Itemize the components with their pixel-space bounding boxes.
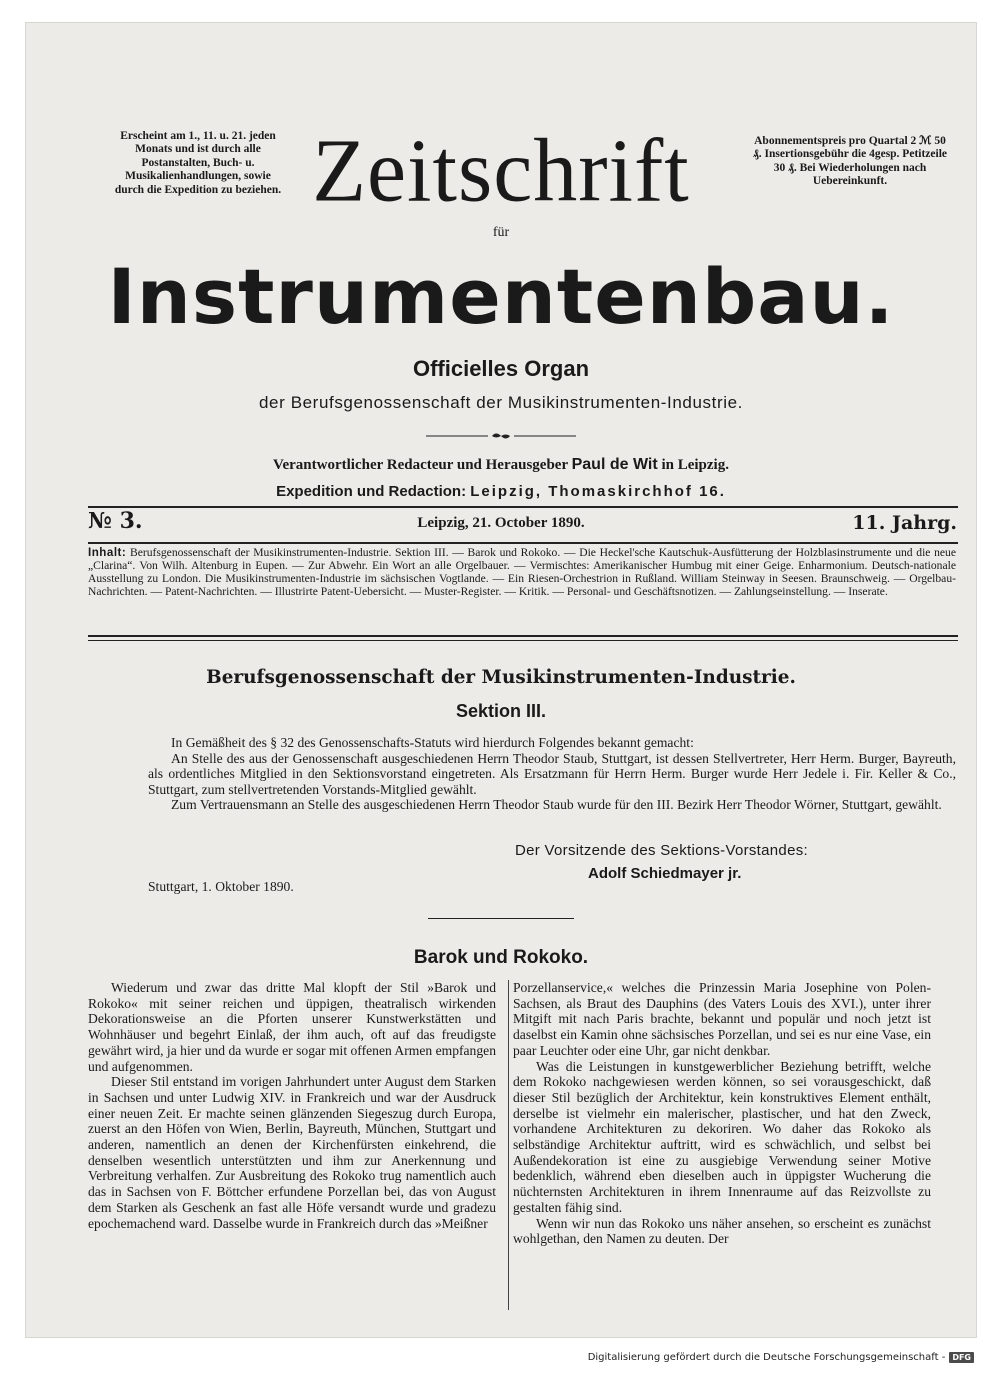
- article-right-paragraph-3: Wenn wir nun das Rokoko uns näher ansehen, so erscheint es zunächst wohlgethan, den Namen zu deuten. Der: [513, 1215, 931, 1247]
- section-divider: [428, 918, 574, 919]
- masthead-title-top: Zeitschrift: [312, 122, 690, 221]
- masthead-title-main: Instrumentenbau.: [107, 252, 895, 341]
- dfg-logo: DFG: [949, 1352, 974, 1363]
- article-heading: Barok und Rokoko.: [413, 947, 589, 968]
- newspaper-page: [25, 22, 977, 1338]
- expedition-pre: Expedition und Redaction:: [276, 483, 467, 500]
- table-of-contents: [88, 546, 956, 598]
- rule-top: [88, 506, 958, 508]
- contents-text: Berufsgenossenschaft der Musikinstrumenten-Industrie. Sektion III. — Barok und Rokoko. — Die Heckel'sche Kautschuk-Ausfütterung der Holzblasinstrumente und die neue „Clarina“. Von Wilh. Altenburg in Eupen. — Zur Abwehr. Ein Wort an alle Orgelbauer. — Vermischtes: Amerikanischer Humbug mit einer Geige. Enharmonium. Deutsch-nationale Ausstellung zu London. Die Musikinstrumenten-Industrie im sächsischen Vogtlande. — Ein Riesen-Orchestrion in Rußland. William Steinway in Seesen. Braunschweig. — Orgelbau-Nachrichten. — Patent-Nachrichten. — Illustrirte Patent-Uebersicht. — Muster-Register. — Kritik. — Personal- und Geschäftsnotizen. — Zahlungseinstellung. — Inserate.: [88, 546, 956, 598]
- expedition-line: [25, 483, 977, 500]
- article-left-paragraph-2: Dieser Stil entstand im vorigen Jahrhundert unter August dem Starken in Sachsen und unter Ludwig XIV. in Frankreich und war der Ausdruck einer neuen Zeit. Er machte seinen glänzenden Siegeszug durch Europa, zuerst an den Höfen von Wien, Berlin, Bayreuth, München, Stuttgart und anderen, namentlich an denen der Kirchenfürsten einkehrend, die denselben wesentlich unterstützten und ihm zur Anerkennung und Verbreitung verhalfen. Zur Ausbreitung des Rokoko trug namentlich auch das in Sachsen von F. Böttcher erfundene Porzellan bei, das von August dem Starken als Geschenk an fast alle Höfe versandt wurde und gradezu epochemachend ward. Dasselbe wurde in Frankreich durch das »Meißner: [88, 1074, 496, 1231]
- credit-text: Digitalisierung gefördert durch die Deutsche Forschungsgemeinschaft -: [587, 1352, 946, 1363]
- notice-body: [148, 735, 956, 813]
- signature-title: Der Vorsitzende des Sektions-Vorstandes:: [515, 842, 808, 859]
- organ-subheading: der Berufsgenossenschaft der Musikinstrumenten-Industrie.: [259, 393, 743, 412]
- digitization-credit: [588, 1352, 974, 1363]
- article-right-paragraph-2: Was die Leistungen in kunstgewerblicher Beziehung betrifft, welche dem Rokoko nachgewiesen werden können, so sei vorausgeschickt, daß dieser Stil bezüglich der Architektur, kein konstruktives Element enthält, derselbe ist vielmehr ein malerischer, plastischer, und hat den Zweck, vorhandene Architekturen zu dekoriren. Wo daher das Rokoko als selbständige Architektur auftritt, wird es schwächlich, und selbst bei Außendekoration ist eine zu ausgiebige Verwendung seiner Motive bedenklich, während eben dieselben auch in üppigster Wucherung die nüchternsten Architekturen in ihrem Innenraume auf das Reizvollste zu gestalten fähig sind.: [513, 1058, 931, 1215]
- article-column-right: [513, 980, 931, 1247]
- ornament-divider: [426, 430, 576, 442]
- article-right-paragraph-1: Porzellanservice,« welches die Prinzessin Maria Josephine von Polen-Sachsen, als Braut des Dauphins (des Vaters Louis des XVI.), unter ihrer Mitgift mit nach Paris brachte, bekannt und populär und noch jetzt ist daselbst ein Kamin ohne sächsisches Porzellan, und sei es nur eine Vase, ein paar Leuchter oder eine Uhr, gar nicht denkbar.: [513, 980, 931, 1058]
- editor-line: [25, 456, 977, 474]
- article-column-left: [88, 980, 496, 1231]
- signature-name: Adolf Schiedmayer jr.: [588, 865, 742, 882]
- contents-label: Inhalt:: [88, 546, 127, 559]
- organ-heading: Officielles Organ: [412, 356, 590, 381]
- issue-year: 11. Jahrg.: [852, 512, 957, 534]
- article-left-paragraph-1: Wiederum und zwar das dritte Mal klopft der Stil »Barok und Rokoko« mit seiner reichen und üppigen, theatralisch wirkenden Dekorationsweise an die Pforten unserer Kunstwerkstätten und Wohnhäuser und begehrt Einlaß, der ihm auch, oft auf das freudigste gewährt wird, ja hier und da wurde er sogar mit offenen Armen empfangen und aufgenommen.: [88, 980, 496, 1074]
- notice-paragraph-1: In Gemäßheit des § 32 des Genossenschafts-Statuts wird hierdurch Folgendes bekannt gemacht:: [171, 735, 694, 750]
- rule-issue-bottom: [88, 542, 958, 544]
- publication-note: Erscheint am 1., 11. u. 21. jeden Monats und ist durch alle Postanstalten, Buch- u. Musikalienhandlungen, sowie durch die Expedition zu beziehen.: [114, 130, 282, 196]
- issue-date: Leipzig, 21. October 1890.: [417, 515, 585, 531]
- rule-contents-bottom-2: [88, 640, 958, 641]
- column-separator: [508, 980, 509, 1310]
- masthead-fuer: für: [492, 225, 510, 240]
- editor-name: Paul de Wit: [571, 456, 658, 473]
- notice-heading: Berufsgenossenschaft der Musikinstrumenten-Industrie.: [206, 666, 796, 688]
- editor-pre: Verantwortlicher Redacteur und Herausgeber: [273, 457, 568, 473]
- notice-subheading: Sektion III.: [455, 701, 547, 721]
- notice-paragraph-3: Zum Vertrauensmann an Stelle des ausgeschiedenen Herrn Theodor Staub wurde für den III. Bezirk Herr Theodor Wörner, Stuttgart, gewählt.: [171, 797, 942, 813]
- expedition-address: Leipzig, Thomaskirchhof 16.: [470, 483, 726, 500]
- rule-contents-bottom-1: [88, 635, 958, 637]
- notice-place-date: Stuttgart, 1. Oktober 1890.: [148, 879, 294, 894]
- subscription-note: Abonnementspreis pro Quartal 2 ℳ 50 ₰. Insertionsgebühr die 4gesp. Petitzeile 30 ₰. Bei Wiederholungen nach Uebereinkunft.: [753, 135, 947, 188]
- issue-number: № 3.: [88, 508, 143, 534]
- editor-post: in Leipzig.: [661, 457, 729, 473]
- notice-paragraph-2: An Stelle des aus der Genossenschaft ausgeschiedenen Herrn Theodor Staub, Stuttgart, ist dessen Stellvertreter, Herr Herm. Burger, Bayreuth, als ordentliches Mitglied in den Sektionsvorstand eingetreten. Als Ersatzmann für Herrn Herm. Burger wurde Herr Jedele i. Fir. Keller & Co., Stuttgart, zum stellvertretenden Vorstands-Mitglied gewählt.: [148, 750, 956, 797]
